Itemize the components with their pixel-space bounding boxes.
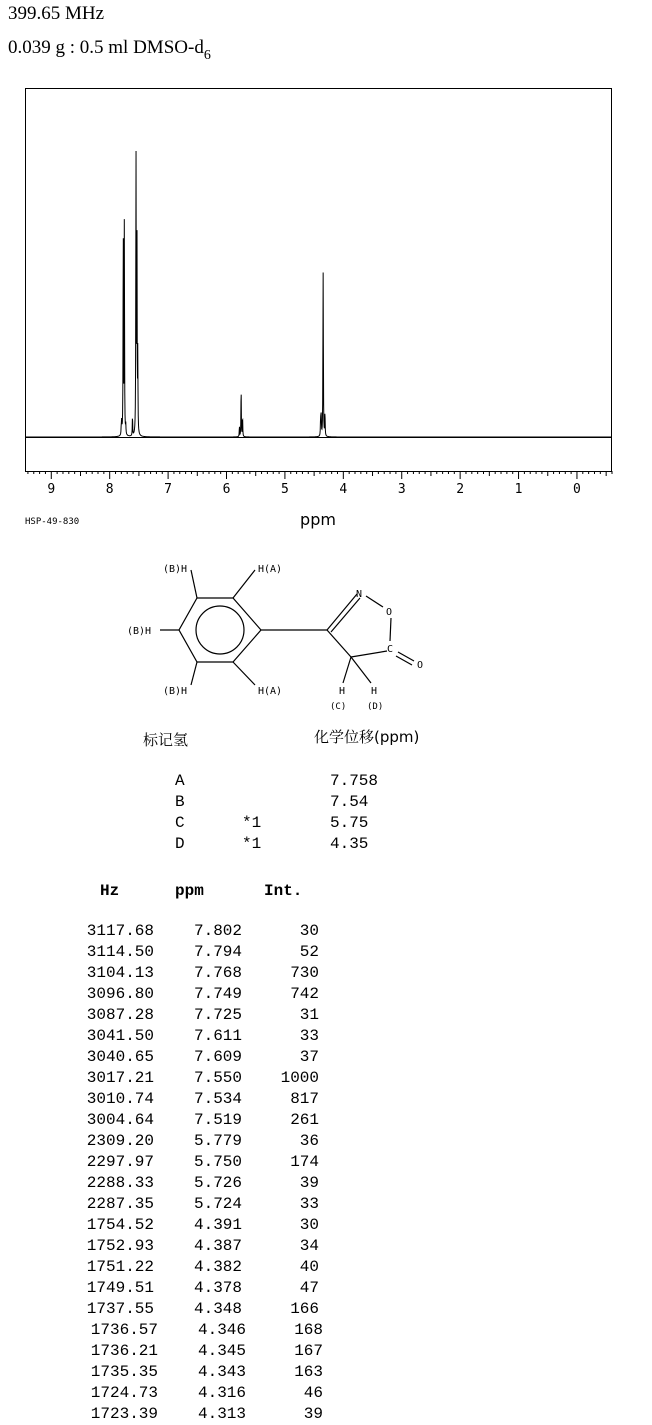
peak-ppm: 4.378 [193, 1279, 242, 1297]
sample-description [8, 37, 211, 64]
table-row [70, 1299, 330, 1320]
x-tick-label: 1 [514, 482, 523, 497]
peak-ppm: 7.519 [193, 1111, 242, 1129]
peak-intensity: 33 [299, 1027, 319, 1045]
header-int: Int. [264, 882, 303, 900]
peak-hz: 1737.55 [86, 1300, 154, 1318]
peak-hz: 3114.50 [86, 943, 154, 961]
table-row [70, 1320, 330, 1341]
x-tick-label: 0 [573, 482, 581, 497]
table-row [70, 1026, 330, 1047]
hb-bot-bond [191, 662, 197, 685]
atom-n: N [356, 589, 363, 600]
peak-intensity: 33 [299, 1195, 319, 1213]
table-row [70, 1089, 330, 1110]
table-row [70, 1257, 330, 1278]
assignment-shift: 5.75 [330, 814, 369, 832]
x-axis-ticks [28, 471, 612, 497]
x-tick-label: 2 [456, 482, 465, 497]
peak-hz: 2287.35 [86, 1195, 154, 1213]
peak-ppm: 7.534 [193, 1090, 242, 1108]
peak-ppm: 4.382 [193, 1258, 242, 1276]
table-row [70, 1047, 330, 1068]
peak-ppm: 4.387 [193, 1237, 242, 1255]
table-row [70, 963, 330, 984]
peak-ppm: 7.550 [193, 1069, 242, 1087]
table-row [70, 1215, 330, 1236]
table-row [70, 1236, 330, 1257]
header-ppm: ppm [175, 882, 204, 900]
spectrometer-frequency: 399.65 MHz [8, 3, 105, 24]
peak-intensity: 174 [290, 1153, 319, 1171]
peak-hz: 3104.13 [86, 964, 154, 982]
peak-hz: 1751.22 [86, 1258, 154, 1276]
peak-hz: 3010.74 [86, 1090, 154, 1108]
peak-ppm: 7.749 [193, 985, 242, 1003]
x-tick-label: 4 [339, 482, 348, 497]
assignment-label: D [175, 835, 185, 853]
table-row [70, 1362, 330, 1383]
peak-ppm: 4.345 [197, 1342, 246, 1360]
peak-ppm: 7.768 [193, 964, 242, 982]
table-row [70, 1152, 330, 1173]
plot-frame [26, 89, 612, 472]
table-row [70, 1194, 330, 1215]
peak-hz: 2288.33 [86, 1174, 154, 1192]
x-tick-label: 6 [222, 482, 231, 497]
table-row [70, 1341, 330, 1362]
label-ha-bot: H(A) [258, 686, 283, 697]
n-o-bond [366, 596, 383, 607]
peak-hz: 1749.51 [86, 1279, 154, 1297]
sample-text: 0.039 g : 0.5 ml DMSO-d [8, 37, 204, 58]
co-double-bond-1 [398, 652, 414, 661]
x-axis-label: ppm [300, 510, 336, 529]
cn-double-bond-2 [331, 598, 360, 632]
table-row [70, 942, 330, 963]
peak-ppm: 5.724 [193, 1195, 242, 1213]
atom-o-carbonyl: O [417, 660, 424, 671]
ha-bot-bond [233, 662, 255, 685]
peak-ppm: 7.611 [193, 1027, 242, 1045]
chemical-shift-label: 化学位移(ppm) [314, 728, 420, 746]
peak-hz: 3040.65 [86, 1048, 154, 1066]
tag-c: (C) [330, 702, 347, 712]
peak-ppm: 5.750 [193, 1153, 242, 1171]
atom-c-carbonyl: C [387, 644, 394, 655]
peak-ppm: 4.348 [193, 1300, 242, 1318]
peak-hz: 3017.21 [86, 1069, 154, 1087]
peak-intensity: 1000 [280, 1069, 319, 1087]
x-tick-label: 8 [105, 482, 114, 497]
table-row [70, 1131, 330, 1152]
label-ha-top: H(A) [258, 564, 283, 575]
peak-ppm: 4.343 [197, 1363, 246, 1381]
table-row [70, 1005, 330, 1026]
peak-intensity: 30 [299, 1216, 319, 1234]
sample-subscript: 6 [203, 48, 211, 63]
atom-o-ring: O [386, 607, 393, 618]
peak-intensity: 163 [294, 1363, 323, 1381]
peak-hz: 3096.80 [86, 985, 154, 1003]
peak-intensity: 167 [294, 1342, 323, 1360]
x-tick-label: 7 [164, 482, 173, 497]
assignment-shift: 4.35 [330, 835, 369, 853]
label-hb-top: (B)H [163, 564, 188, 575]
assignment-label: A [175, 772, 185, 790]
peak-hz: 1723.39 [90, 1405, 158, 1423]
peak-ppm: 4.316 [197, 1384, 246, 1402]
spectrum-id: HSP-49-830 [25, 517, 80, 527]
table-row [70, 1278, 330, 1299]
assignment-label: B [175, 793, 185, 811]
benzene-ring [179, 598, 261, 662]
peak-intensity: 47 [299, 1279, 319, 1297]
peak-intensity: 30 [299, 922, 319, 940]
peak-hz: 1736.21 [90, 1342, 158, 1360]
peak-hz: 1735.35 [90, 1363, 158, 1381]
peak-intensity: 817 [290, 1090, 319, 1108]
peak-intensity: 39 [299, 1174, 319, 1192]
table-row [70, 921, 330, 942]
o-c-bond [390, 618, 391, 641]
c-ch2-bond [327, 630, 351, 657]
peak-hz: 2297.97 [86, 1153, 154, 1171]
table-row [70, 1173, 330, 1194]
aromatic-circle [196, 606, 244, 654]
table-row [70, 1110, 330, 1131]
assignment-label: C [175, 814, 185, 832]
label-hb-mid: (B)H [127, 626, 152, 637]
atom-h-d: H [371, 686, 378, 697]
peak-intensity: 261 [290, 1111, 319, 1129]
peak-hz: 2309.20 [86, 1132, 154, 1150]
atom-h-c: H [339, 686, 346, 697]
molecule-structure [115, 557, 445, 717]
spectrum-trace [25, 151, 612, 437]
co-double-bond-2 [396, 656, 412, 665]
peak-ppm: 4.346 [197, 1321, 246, 1339]
x-tick-label: 9 [47, 482, 56, 497]
peak-ppm: 5.726 [193, 1174, 242, 1192]
peak-ppm: 5.779 [193, 1132, 242, 1150]
peak-hz: 1724.73 [90, 1384, 158, 1402]
nmr-spectrum-chart [0, 80, 652, 535]
ch-bond-c [343, 657, 351, 683]
table-row [70, 984, 330, 1005]
peak-hz: 3087.28 [86, 1006, 154, 1024]
peak-intensity: 168 [294, 1321, 323, 1339]
peak-hz: 3117.68 [86, 922, 154, 940]
peak-hz: 1736.57 [90, 1321, 158, 1339]
peak-intensity: 34 [299, 1237, 319, 1255]
header-hz: Hz [100, 882, 120, 900]
peak-hz: 3004.64 [86, 1111, 154, 1129]
table-row [70, 1404, 330, 1425]
peak-ppm: 4.313 [197, 1405, 246, 1423]
peak-hz: 1752.93 [86, 1237, 154, 1255]
assignment-note: *1 [242, 835, 262, 853]
peak-table [70, 921, 330, 1425]
peak-intensity: 36 [299, 1132, 319, 1150]
assignment-note: *1 [242, 814, 262, 832]
peak-intensity: 166 [290, 1300, 319, 1318]
x-tick-label: 5 [281, 482, 289, 497]
ch-bond-d [351, 657, 371, 683]
hb-top-bond [191, 570, 197, 598]
marked-hydrogen-label: 标记氢 [143, 731, 189, 749]
tag-d: (D) [367, 702, 384, 712]
peak-hz: 1754.52 [86, 1216, 154, 1234]
peak-hz: 3041.50 [86, 1027, 154, 1045]
cn-double-bond-1 [327, 594, 357, 630]
x-tick-label: 3 [397, 482, 406, 497]
peak-intensity: 40 [299, 1258, 319, 1276]
peak-intensity: 52 [299, 943, 319, 961]
peak-intensity: 46 [303, 1384, 323, 1402]
peak-intensity: 37 [299, 1048, 319, 1066]
assignment-shift: 7.758 [330, 772, 379, 790]
peak-ppm: 4.391 [193, 1216, 242, 1234]
assignment-shift: 7.54 [330, 793, 369, 811]
ch2-c-bond [351, 651, 387, 657]
peak-ppm: 7.794 [193, 943, 242, 961]
label-hb-bot: (B)H [163, 686, 188, 697]
table-row [70, 1383, 330, 1404]
peak-intensity: 39 [303, 1405, 323, 1423]
peak-ppm: 7.725 [193, 1006, 242, 1024]
peak-intensity: 730 [290, 964, 319, 982]
ha-top-bond [233, 570, 255, 598]
peak-intensity: 742 [290, 985, 319, 1003]
peak-ppm: 7.609 [193, 1048, 242, 1066]
table-row [70, 1068, 330, 1089]
peak-ppm: 7.802 [193, 922, 242, 940]
peak-intensity: 31 [299, 1006, 319, 1024]
